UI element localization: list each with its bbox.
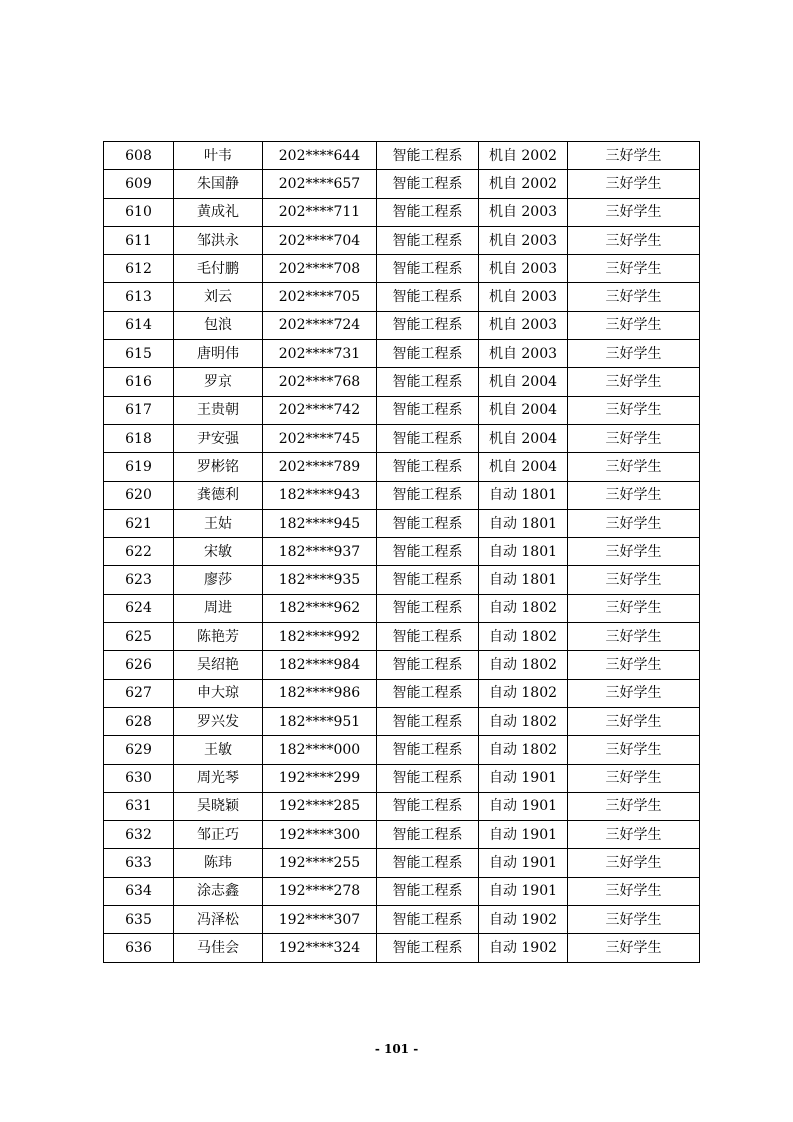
name-cell: 唐明伟 — [174, 340, 263, 368]
class-cell: 机自 2004 — [479, 424, 568, 452]
class-cell: 自动 1901 — [479, 877, 568, 905]
award-cell: 三好学生 — [568, 651, 700, 679]
award-cell: 三好学生 — [568, 934, 700, 962]
class-cell: 自动 1801 — [479, 538, 568, 566]
award-cell: 三好学生 — [568, 849, 700, 877]
serial-cell: 627 — [104, 679, 174, 707]
department-cell: 智能工程系 — [377, 283, 479, 311]
table-row — [104, 623, 700, 651]
serial-cell: 629 — [104, 736, 174, 764]
name-cell: 马佳会 — [174, 934, 263, 962]
page-number: - 101 - — [374, 1042, 419, 1056]
class-cell: 自动 1802 — [479, 623, 568, 651]
name-cell: 吴绍艳 — [174, 651, 263, 679]
table-row — [104, 142, 700, 170]
award-cell: 三好学生 — [568, 566, 700, 594]
name-cell: 廖莎 — [174, 566, 263, 594]
table-row — [104, 340, 700, 368]
name-cell: 龚德利 — [174, 481, 263, 509]
award-cell: 三好学生 — [568, 594, 700, 622]
serial-cell: 636 — [104, 934, 174, 962]
award-cell: 三好学生 — [568, 424, 700, 452]
class-cell: 机自 2002 — [479, 170, 568, 198]
serial-cell: 619 — [104, 453, 174, 481]
name-cell: 包浪 — [174, 311, 263, 339]
serial-cell: 631 — [104, 792, 174, 820]
department-cell: 智能工程系 — [377, 311, 479, 339]
department-cell: 智能工程系 — [377, 707, 479, 735]
award-cell: 三好学生 — [568, 255, 700, 283]
department-cell: 智能工程系 — [377, 255, 479, 283]
award-cell: 三好学生 — [568, 453, 700, 481]
student-id-cell: 192****299 — [263, 764, 377, 792]
student-id-cell: 202****724 — [263, 311, 377, 339]
name-cell: 罗彬铭 — [174, 453, 263, 481]
student-id-cell: 192****255 — [263, 849, 377, 877]
department-cell: 智能工程系 — [377, 142, 479, 170]
department-cell: 智能工程系 — [377, 792, 479, 820]
table-row — [104, 906, 700, 934]
serial-cell: 626 — [104, 651, 174, 679]
class-cell: 机自 2003 — [479, 255, 568, 283]
serial-cell: 608 — [104, 142, 174, 170]
serial-cell: 612 — [104, 255, 174, 283]
table-row — [104, 509, 700, 537]
department-cell: 智能工程系 — [377, 934, 479, 962]
student-id-cell: 182****935 — [263, 566, 377, 594]
award-cell: 三好学生 — [568, 679, 700, 707]
serial-cell: 621 — [104, 509, 174, 537]
student-id-cell: 202****705 — [263, 283, 377, 311]
department-cell: 智能工程系 — [377, 198, 479, 226]
table-row — [104, 707, 700, 735]
table-row — [104, 736, 700, 764]
serial-cell: 609 — [104, 170, 174, 198]
serial-cell: 632 — [104, 821, 174, 849]
award-cell: 三好学生 — [568, 142, 700, 170]
award-cell: 三好学生 — [568, 736, 700, 764]
name-cell: 邹正巧 — [174, 821, 263, 849]
class-cell: 机自 2003 — [479, 311, 568, 339]
department-cell: 智能工程系 — [377, 679, 479, 707]
department-cell: 智能工程系 — [377, 453, 479, 481]
award-cell: 三好学生 — [568, 623, 700, 651]
serial-cell: 617 — [104, 396, 174, 424]
student-id-cell: 182****986 — [263, 679, 377, 707]
name-cell: 陈艳芳 — [174, 623, 263, 651]
serial-cell: 624 — [104, 594, 174, 622]
student-id-cell: 192****324 — [263, 934, 377, 962]
department-cell: 智能工程系 — [377, 396, 479, 424]
award-cell: 三好学生 — [568, 707, 700, 735]
department-cell: 智能工程系 — [377, 368, 479, 396]
table-row — [104, 538, 700, 566]
serial-cell: 610 — [104, 198, 174, 226]
serial-cell: 614 — [104, 311, 174, 339]
table-row — [104, 651, 700, 679]
name-cell: 涂志鑫 — [174, 877, 263, 905]
table-row — [104, 424, 700, 452]
department-cell: 智能工程系 — [377, 623, 479, 651]
student-id-cell: 182****945 — [263, 509, 377, 537]
department-cell: 智能工程系 — [377, 651, 479, 679]
table-row — [104, 396, 700, 424]
serial-cell: 634 — [104, 877, 174, 905]
department-cell: 智能工程系 — [377, 340, 479, 368]
serial-cell: 623 — [104, 566, 174, 594]
class-cell: 自动 1901 — [479, 792, 568, 820]
table-row — [104, 934, 700, 962]
award-cell: 三好学生 — [568, 396, 700, 424]
table-row — [104, 453, 700, 481]
award-cell: 三好学生 — [568, 481, 700, 509]
table-row — [104, 198, 700, 226]
name-cell: 王贵朝 — [174, 396, 263, 424]
department-cell: 智能工程系 — [377, 424, 479, 452]
name-cell: 罗兴发 — [174, 707, 263, 735]
class-cell: 自动 1902 — [479, 906, 568, 934]
award-cell: 三好学生 — [568, 764, 700, 792]
serial-cell: 611 — [104, 226, 174, 254]
student-id-cell: 202****742 — [263, 396, 377, 424]
name-cell: 罗京 — [174, 368, 263, 396]
student-id-cell: 202****768 — [263, 368, 377, 396]
name-cell: 黄成礼 — [174, 198, 263, 226]
class-cell: 自动 1802 — [479, 679, 568, 707]
class-cell: 自动 1802 — [479, 651, 568, 679]
award-cell: 三好学生 — [568, 198, 700, 226]
table-row — [104, 170, 700, 198]
department-cell: 智能工程系 — [377, 509, 479, 537]
award-cell: 三好学生 — [568, 906, 700, 934]
serial-cell: 633 — [104, 849, 174, 877]
class-cell: 自动 1902 — [479, 934, 568, 962]
department-cell: 智能工程系 — [377, 170, 479, 198]
name-cell: 周光琴 — [174, 764, 263, 792]
award-cell: 三好学生 — [568, 340, 700, 368]
name-cell: 陈玮 — [174, 849, 263, 877]
student-id-cell: 182****937 — [263, 538, 377, 566]
table-row — [104, 283, 700, 311]
student-id-cell: 192****300 — [263, 821, 377, 849]
award-cell: 三好学生 — [568, 877, 700, 905]
serial-cell: 618 — [104, 424, 174, 452]
table-row — [104, 311, 700, 339]
award-cell: 三好学生 — [568, 821, 700, 849]
serial-cell: 625 — [104, 623, 174, 651]
class-cell: 自动 1802 — [479, 594, 568, 622]
student-id-cell: 202****731 — [263, 340, 377, 368]
department-cell: 智能工程系 — [377, 481, 479, 509]
name-cell: 尹安强 — [174, 424, 263, 452]
table-row — [104, 594, 700, 622]
name-cell: 宋敏 — [174, 538, 263, 566]
student-id-cell: 202****644 — [263, 142, 377, 170]
name-cell: 毛付鹏 — [174, 255, 263, 283]
class-cell: 自动 1901 — [479, 764, 568, 792]
department-cell: 智能工程系 — [377, 736, 479, 764]
student-id-cell: 202****711 — [263, 198, 377, 226]
department-cell: 智能工程系 — [377, 877, 479, 905]
award-cell: 三好学生 — [568, 368, 700, 396]
serial-cell: 630 — [104, 764, 174, 792]
table-row — [104, 764, 700, 792]
table-row — [104, 368, 700, 396]
student-id-cell: 182****000 — [263, 736, 377, 764]
department-cell: 智能工程系 — [377, 538, 479, 566]
award-cell: 三好学生 — [568, 311, 700, 339]
student-id-cell: 182****943 — [263, 481, 377, 509]
student-id-cell: 202****657 — [263, 170, 377, 198]
award-cell: 三好学生 — [568, 226, 700, 254]
table-row — [104, 226, 700, 254]
name-cell: 邹洪永 — [174, 226, 263, 254]
student-id-cell: 192****307 — [263, 906, 377, 934]
name-cell: 刘云 — [174, 283, 263, 311]
class-cell: 机自 2004 — [479, 453, 568, 481]
class-cell: 机自 2003 — [479, 340, 568, 368]
department-cell: 智能工程系 — [377, 764, 479, 792]
student-id-cell: 182****951 — [263, 707, 377, 735]
student-id-cell: 182****992 — [263, 623, 377, 651]
student-id-cell: 182****984 — [263, 651, 377, 679]
department-cell: 智能工程系 — [377, 566, 479, 594]
class-cell: 机自 2004 — [479, 368, 568, 396]
award-cell: 三好学生 — [568, 170, 700, 198]
class-cell: 自动 1802 — [479, 707, 568, 735]
class-cell: 自动 1801 — [479, 481, 568, 509]
class-cell: 机自 2004 — [479, 396, 568, 424]
department-cell: 智能工程系 — [377, 906, 479, 934]
student-id-cell: 192****285 — [263, 792, 377, 820]
department-cell: 智能工程系 — [377, 821, 479, 849]
class-cell: 自动 1901 — [479, 821, 568, 849]
serial-cell: 615 — [104, 340, 174, 368]
student-id-cell: 202****708 — [263, 255, 377, 283]
student-id-cell: 202****745 — [263, 424, 377, 452]
class-cell: 自动 1802 — [479, 736, 568, 764]
table-row — [104, 821, 700, 849]
name-cell: 王敏 — [174, 736, 263, 764]
name-cell: 周进 — [174, 594, 263, 622]
student-id-cell: 202****789 — [263, 453, 377, 481]
department-cell: 智能工程系 — [377, 849, 479, 877]
table-row — [104, 566, 700, 594]
roster-body — [104, 142, 700, 963]
name-cell: 吴晓颖 — [174, 792, 263, 820]
table-row — [104, 849, 700, 877]
department-cell: 智能工程系 — [377, 226, 479, 254]
class-cell: 自动 1901 — [479, 849, 568, 877]
award-roster-table — [103, 141, 700, 963]
name-cell: 朱国静 — [174, 170, 263, 198]
table-row — [104, 255, 700, 283]
name-cell: 王姑 — [174, 509, 263, 537]
serial-cell: 616 — [104, 368, 174, 396]
award-cell: 三好学生 — [568, 538, 700, 566]
class-cell: 机自 2002 — [479, 142, 568, 170]
class-cell: 机自 2003 — [479, 283, 568, 311]
serial-cell: 635 — [104, 906, 174, 934]
table-row — [104, 877, 700, 905]
class-cell: 机自 2003 — [479, 198, 568, 226]
serial-cell: 628 — [104, 707, 174, 735]
name-cell: 申大琼 — [174, 679, 263, 707]
serial-cell: 620 — [104, 481, 174, 509]
serial-cell: 622 — [104, 538, 174, 566]
award-cell: 三好学生 — [568, 283, 700, 311]
class-cell: 机自 2003 — [479, 226, 568, 254]
class-cell: 自动 1801 — [479, 509, 568, 537]
name-cell: 冯泽松 — [174, 906, 263, 934]
table-row — [104, 679, 700, 707]
department-cell: 智能工程系 — [377, 594, 479, 622]
serial-cell: 613 — [104, 283, 174, 311]
table-row — [104, 481, 700, 509]
award-cell: 三好学生 — [568, 509, 700, 537]
student-id-cell: 192****278 — [263, 877, 377, 905]
student-id-cell: 182****962 — [263, 594, 377, 622]
table-row — [104, 792, 700, 820]
class-cell: 自动 1801 — [479, 566, 568, 594]
name-cell: 叶韦 — [174, 142, 263, 170]
student-id-cell: 202****704 — [263, 226, 377, 254]
award-cell: 三好学生 — [568, 792, 700, 820]
